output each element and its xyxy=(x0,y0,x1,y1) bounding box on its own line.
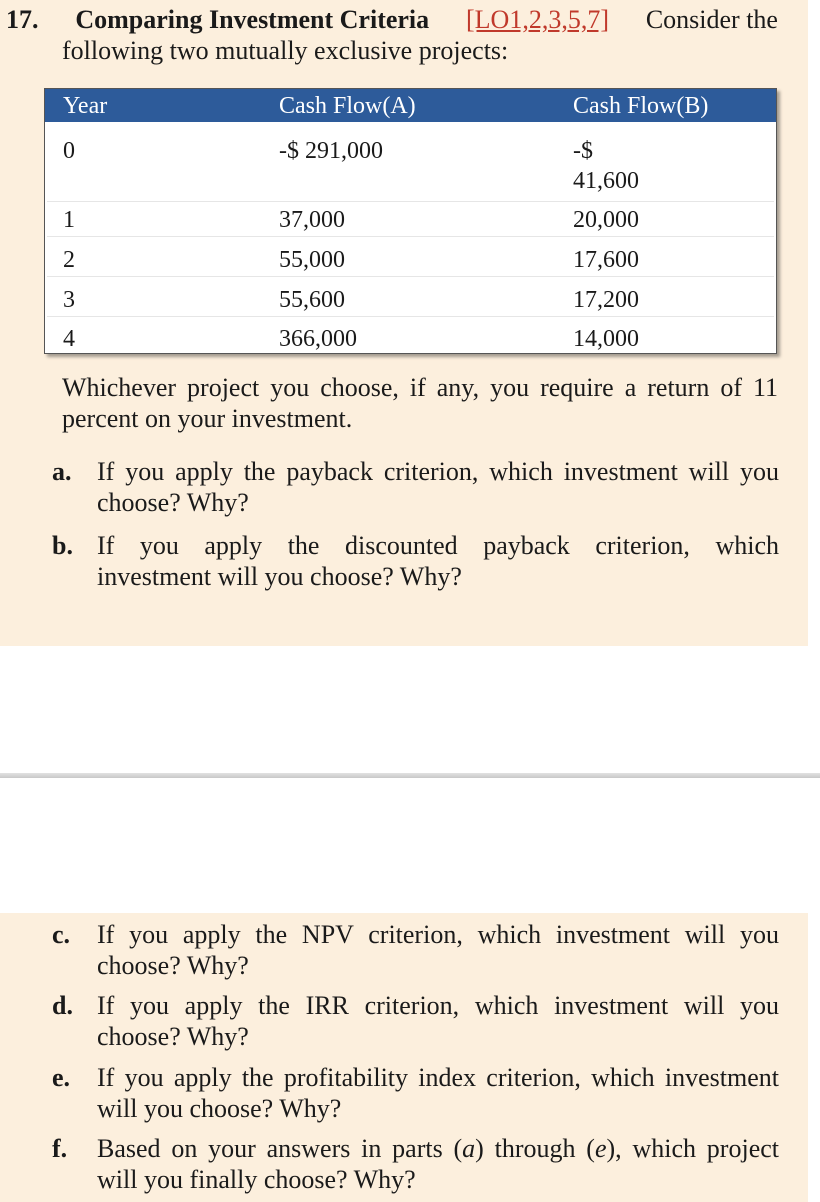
year-cell: 3 xyxy=(63,287,75,313)
cash-flow-a-cell: 55,000 xyxy=(279,247,345,273)
cash-flow-table xyxy=(44,88,777,354)
question-label-e: e. xyxy=(52,1063,71,1092)
intro-line1-end: Consider the xyxy=(645,5,778,34)
question-f-part-e: e xyxy=(594,1134,607,1163)
question-label-b: b. xyxy=(52,531,73,560)
table-header-row xyxy=(45,89,776,122)
header-year: Year xyxy=(63,93,108,119)
question-c xyxy=(97,919,779,981)
cash-flow-a-cell: 366,000 xyxy=(279,326,357,352)
year-cell: 4 xyxy=(63,326,75,352)
question-label-c: c. xyxy=(52,920,71,949)
cash-flow-b-cell: 17,600 xyxy=(573,247,639,273)
question-e-line2: will you choose? Why? xyxy=(97,1094,342,1123)
question-f-line2: will you finally choose? Why? xyxy=(97,1165,416,1194)
question-label-a: a. xyxy=(52,457,72,486)
question-f-pre: Based on your answers in parts ( xyxy=(97,1134,463,1163)
question-f-part-a: a xyxy=(462,1134,476,1163)
row-divider xyxy=(47,201,774,202)
question-e-line1: If you apply the profitability index criterion, which investment xyxy=(97,1063,779,1092)
row-divider xyxy=(47,316,774,317)
question-label-f: f. xyxy=(52,1134,68,1163)
requirement-text xyxy=(62,372,778,434)
year-cell: 0 xyxy=(63,138,75,164)
question-f xyxy=(97,1133,779,1195)
question-d-line1: If you apply the IRR criterion, which investment will you xyxy=(97,991,779,1020)
cash-flow-b-cell: 20,000 xyxy=(573,207,639,233)
row-divider xyxy=(47,236,774,237)
question-label-d: d. xyxy=(52,991,73,1020)
question-c-line1: If you apply the NPV criterion, which investment will you xyxy=(97,920,779,949)
question-b xyxy=(97,530,779,592)
question-e xyxy=(97,1062,779,1124)
cash-flow-b-cell: 14,000 xyxy=(573,326,639,352)
question-b-line1: If you apply the discounted payback criterion, which xyxy=(97,531,779,560)
question-a xyxy=(97,456,779,518)
year-cell: 2 xyxy=(63,247,75,273)
question-f-line1 xyxy=(97,1133,779,1164)
problem-title: Comparing Investment Criteria xyxy=(75,5,430,34)
cash-flow-b-cell: 17,200 xyxy=(573,287,639,313)
question-c-line2: choose? Why? xyxy=(97,951,249,980)
problem-heading xyxy=(6,4,778,35)
cash-flow-b-cell-cont: 41,600 xyxy=(573,168,639,194)
cash-flow-a-cell: -$ 291,000 xyxy=(279,138,383,164)
question-a-line2: choose? Why? xyxy=(97,488,249,517)
year-cell: 1 xyxy=(63,207,75,233)
question-f-mid: ) through ( xyxy=(475,1134,595,1163)
question-a-line1: If you apply the payback criterion, which investment will you xyxy=(97,457,779,486)
cash-flow-b-cell: -$ xyxy=(573,138,593,164)
header-cash-flow-a: Cash Flow(A) xyxy=(279,93,416,119)
requirement-line2: percent on your investment. xyxy=(62,404,353,433)
question-f-post: ), which project xyxy=(606,1134,779,1163)
cash-flow-a-cell: 55,600 xyxy=(279,287,345,313)
question-d xyxy=(97,990,779,1052)
intro-line2: following two mutually exclusive projects: xyxy=(62,36,509,65)
header-cash-flow-b: Cash Flow(B) xyxy=(573,93,709,119)
requirement-line1: Whichever project you choose, if any, you require a return of 11 xyxy=(62,373,778,402)
row-divider xyxy=(47,276,774,277)
learning-objective-link[interactable]: [LO1,2,3,5,7] xyxy=(466,5,609,34)
problem-number: 17. xyxy=(6,5,39,34)
question-d-line2: choose? Why? xyxy=(97,1022,249,1051)
problem-panel-bottom xyxy=(0,913,808,1202)
page-divider xyxy=(0,773,820,778)
question-b-line2: investment will you choose? Why? xyxy=(97,562,462,591)
cash-flow-a-cell: 37,000 xyxy=(279,207,345,233)
